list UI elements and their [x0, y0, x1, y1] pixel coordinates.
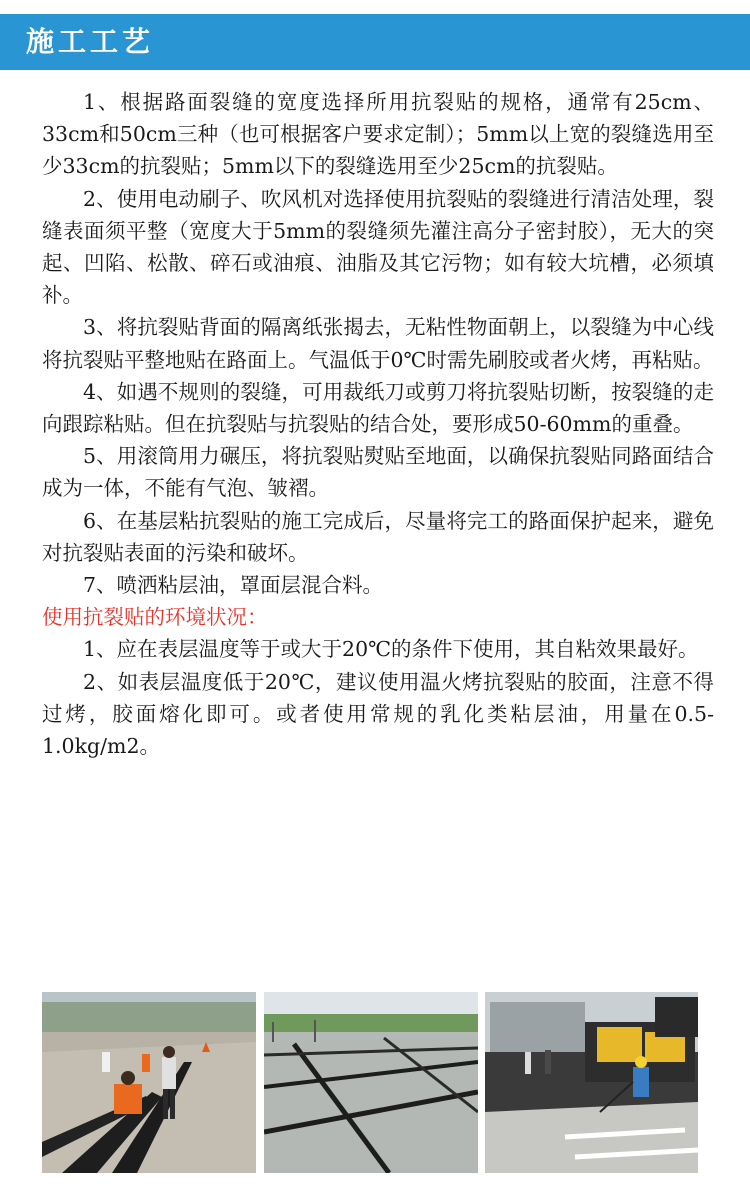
- photo-workers-laying-tape: [42, 992, 256, 1173]
- step-3-paragraph: 3、将抗裂贴背面的隔离纸张揭去，无粘性物面朝上，以裂缝为中心线将抗裂贴平整地贴在路面上。气温低于0℃时需先刷胶或者火烤，再粘贴。: [42, 315, 714, 372]
- environment-item-2: 2、如表层温度低于20℃，建议使用温火烤抗裂贴的胶面，注意不得过烤，胶面熔化即可。或者使用常规的乳化类粘层油，用量在0.5-1.0kg/m2。: [42, 669, 714, 759]
- step-6-paragraph: 6、在基层粘抗裂贴的施工完成后，尽量将完工的路面保护起来，避免对抗裂贴表面的污染和破坏。: [42, 508, 714, 565]
- photo-strip: [42, 992, 698, 1173]
- article-body: [42, 86, 714, 762]
- environment-heading: 使用抗裂贴的环境状况：: [42, 605, 268, 630]
- section-title: 施工工艺: [26, 25, 155, 58]
- environment-item-1: 1、应在表层温度等于或大于20℃的条件下使用，其自粘效果最好。: [83, 637, 699, 662]
- step-7-paragraph: 7、喷洒粘层油，罩面层混合料。: [83, 573, 384, 598]
- step-4-paragraph: 4、如遇不规则的裂缝，可用裁纸刀或剪刀将抗裂贴切断，按裂缝的走向跟踪粘贴。但在抗裂贴与抗裂贴的结合处，要形成50-60mm的重叠。: [42, 379, 714, 437]
- section-header-bar: [0, 14, 750, 70]
- step-5-paragraph: 5、用滚筒用力碾压，将抗裂贴熨贴至地面，以确保抗裂贴同路面结合成为一体，不能有气泡、皱褶。: [42, 444, 714, 501]
- photo-road-grid: [264, 992, 478, 1173]
- step-1-paragraph: 1、根据路面裂缝的宽度选择所用抗裂贴的规格，通常有25cm、33cm和50cm三种（也可根据客户要求定制）；5mm以上宽的裂缝选用至少33cm的抗裂贴；5mm以下的裂缝选用至少25cm的抗裂贴。: [42, 90, 714, 179]
- step-2-paragraph: 2、使用电动刷子、吹风机对选择使用抗裂贴的裂缝进行清洁处理，裂缝表面须平整（宽度大于5mm的裂缝须先灌注高分子密封胶），无大的突起、凹陷、松散、碎石或油痕、油脂及其它污物；如有较大坑槽，必须填补。: [42, 186, 714, 308]
- photo-paving-machine: [485, 992, 698, 1173]
